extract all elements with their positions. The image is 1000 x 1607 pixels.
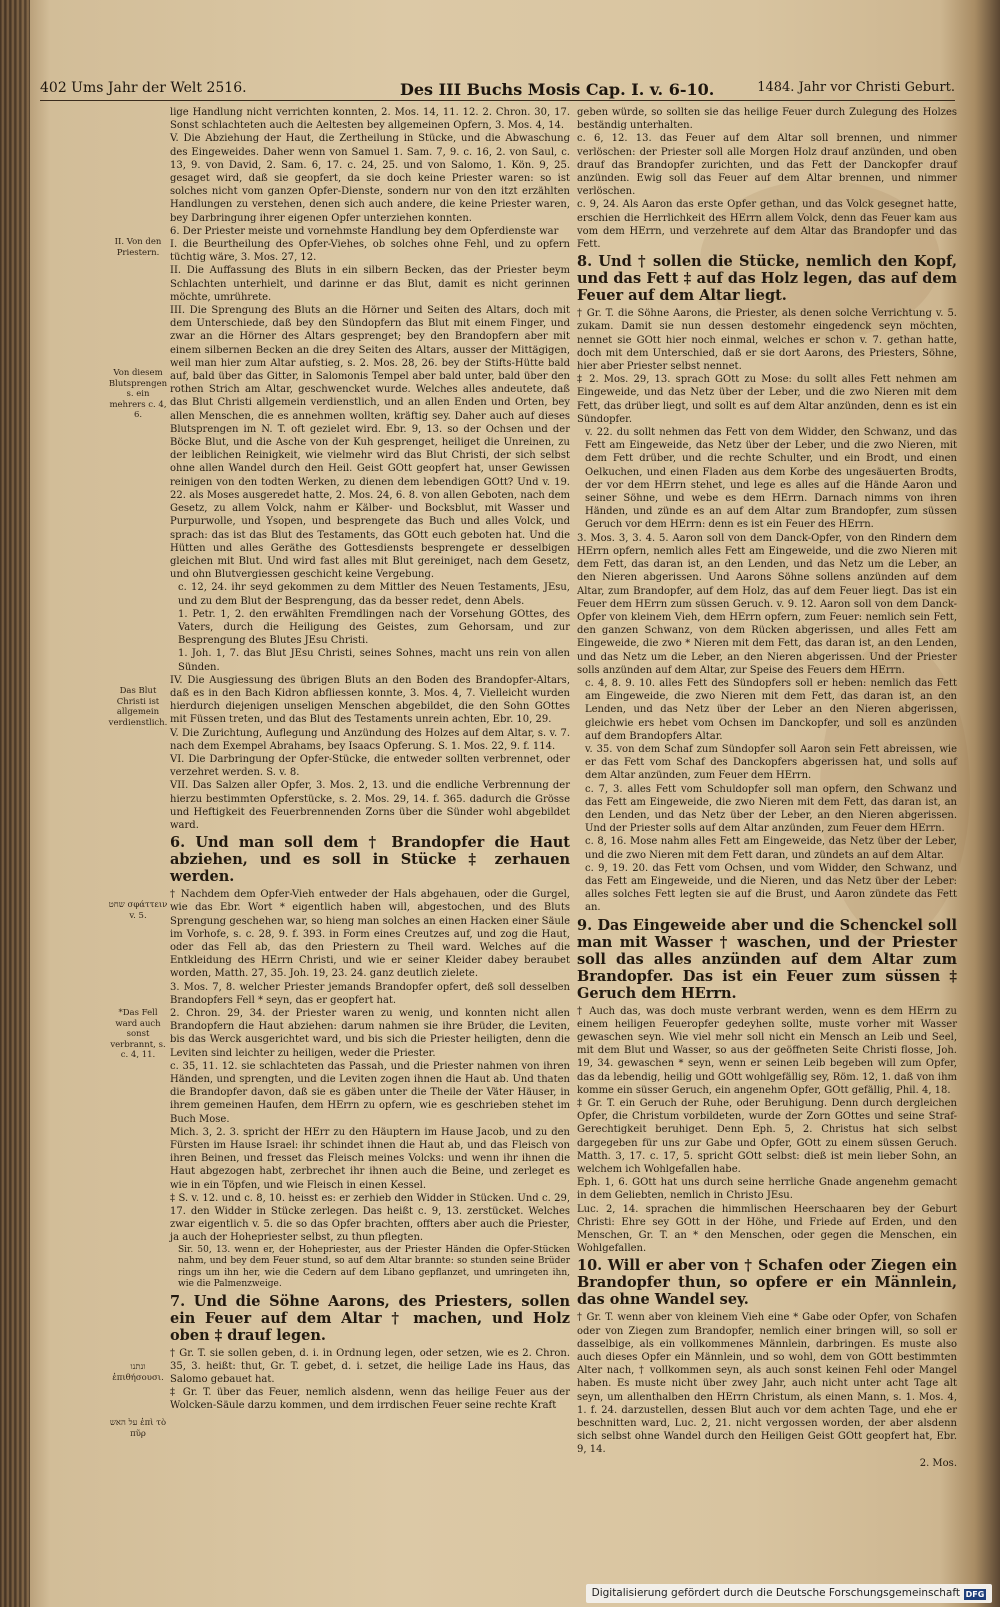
paragraph: Sir. 50, 13. wenn er, der Hohepriester, aus der Priester Händen die Opfer-Stücken nahm, und bey dem Feuer stund, so auf dem Altar brannte: so stunden seine Brüder rings um ihn her, wie die Cedern auf dem Libano gepflanzet, und umringeten ihn, wie die Palmenzweige. xyxy=(178,1244,570,1290)
footer-text: Digitalisierung gefördert durch die Deutsche Forschungsgemeinschaft xyxy=(591,1587,960,1599)
paragraph: † Gr. T. die Söhne Aarons, die Priester, als denen solche Verrichtung v. 5. zukam. Damit sie nun dessen destomehr eingedenck seyn möchten, nennet sie GOtt hier noch einmal, welches er schon v. 7. gethan hatte, doch mit dem Unterschied, daß er sie dort Aarons, des Priesters, Söhne, hier aber Priester selbst nennet. xyxy=(577,308,957,373)
dfg-logo: DFG xyxy=(965,1590,985,1599)
paragraph: Luc. 2, 14. sprachen die himmlischen Heerschaaren bey der Geburt Christi: Ehre sey GOtt in der Höhe, und Friede auf Erden, und den Menschen, Gr. T. an * den Menschen, oder gegen die Menschen, ein Wohlgefallen. xyxy=(577,1203,957,1255)
header-year-bc: 1484. Jahr vor Christi Geburt. xyxy=(757,80,955,95)
paragraph: II. Die Auffassung des Bluts in ein silbern Becken, das der Priester beym Schlachten unterhielt, und darinne er das Blut, damit es nicht gerinnen möchte, umrührete. xyxy=(170,265,570,303)
paragraph: 3. Mos. 7, 8. welcher Priester jemands Brandopfer opfert, deß soll desselben Brandopfers Fell * seyn, das er geopfert hat. xyxy=(170,981,570,1006)
paragraph: I. die Beurtheilung des Opfer-Viehes, ob solches ohne Fehl, und zu opfern tüchtig wäre, 3. Mos. 27, 12. xyxy=(170,239,570,264)
header-book-chapter: Des III Buchs Mosis Cap. I. v. 6-10. xyxy=(400,80,715,99)
paragraph: c. 35, 11. 12. sie schlachteten das Passah, und die Priester nahmen von ihren Händen, und sprengten, und die Leviten zogen ihnen die Haut ab. Und thaten die Brandopfer davon, daß sie es gäben unter die Theile der Väter Häuser, in ihrem gemeinen Haufen, dem HErrn zu opfern, wie es geschrieben stehet im Buch Mose. xyxy=(170,1060,570,1125)
margin-note: II. Von den Priestern. xyxy=(114,237,162,258)
paragraph: c. 7, 3. alles Fett vom Schuldopfer soll man opfern, den Schwanz und das Fett am Eingeweide, die zwo Nieren mit dem Fett, das daran ist, an den Lenden, und das Netz über der Leber, an den Nieren abgerissen. Und der Priester solls auf dem Altar anzünden, zum Feuer dem HErrn. xyxy=(585,783,957,835)
paragraph: 2. Chron. 29, 34. der Priester waren zu wenig, und konnten nicht allen Brandopfern die Haut abziehen: darum nahmen sie ihre Brüder, die Leviten, bis das Werck ausgerichtet ward, und bis sich die Priester heiligten, denn die Leviten sind leichter zu heiligen, weder die Priester. xyxy=(170,1008,570,1059)
margin-note: Das Blut Christi ist allgemein verdienstlich. xyxy=(108,686,168,728)
paragraph: † Nachdem dem Opfer-Vieh entweder der Hals abgehauen, oder die Gurgel, wie das Ebr. Wort * eigentlich haben will, abgestochen, und des Bluts Sprengung geschehen war, so hieng man solches an einen Hacken einer Säule im Vorhofe, s. c. 28, 9. f. 393. in Form eines Creutzes auf, und zog die Haut, oder das Fell ab, das den Priestern zu Theil ward. Welches auf die Entkleidung des HErrn Christi, und wie er seiner Kleider dabey beraubet worden, Matth. 27, 35. Joh. 19, 23. 24. ganz deutlich zielete. xyxy=(170,889,570,980)
verse-8: 8. Und † sollen die Stücke, nemlich den Kopf, und das Fett ‡ auf das Holz legen, das auf dem Feuer auf dem Altar liegt. xyxy=(577,253,957,305)
paragraph: VI. Die Darbringung der Opfer-Stücke, die entweder sollten verbrennet, oder verzehret werden. S. v. 8. xyxy=(170,753,570,779)
paragraph: V. Die Abziehung der Haut, die Zertheilung in Stücke, und die Abwaschung des Eingeweides. Daher wenn von Samuel 1. Sam. 7, 9. c. 16, 2. von Saul, c. 13, 9. von David, 2. Sam. 6, 17. c. 24, 25. und von Salomo, 1. Kön. 9, 25. gesaget wird, daß sie geopfert, da sie doch keine Priester waren: so ist solches nicht vom ganzen Opfer-Dienste, sondern nur von den itzt erzählten Handlungen zu verstehen, denen sich auch andere, die keine Priester waren, bey Darbringung ihrer eigenen Opfer unterziehen konnten. xyxy=(170,133,570,224)
paragraph: lige Handlung nicht verrichten konnten, 2. Mos. 14, 11. 12. 2. Chron. 30, 17. Sonst schlachteten auch die Aeltesten bey allgemeinen Opfern, 3. Mos. 4, 14. xyxy=(170,107,570,132)
verse-10: 10. Will er aber von † Schafen oder Ziegen ein Brandopfer thun, so opfere er ein Männlein, das ohne Wandel sey. xyxy=(577,1257,957,1309)
paragraph: ‡ Gr. T. über das Feuer, nemlich alsdenn, wenn das heilige Feuer aus der Wolcken-Säule darzu kommen, und dem irrdischen Feuer seine rechte Kraft xyxy=(170,1387,570,1412)
paragraph: c. 8, 16. Mose nahm alles Fett am Eingeweide, das Netz über der Leber, und die zwo Nieren mit dem Fett daran, und zündets an auf dem Altar. xyxy=(585,836,957,861)
paragraph: ‡ S. v. 12. und c. 8, 10. heisst es: er zerhieb den Widder in Stücken. Und c. 29, 17. den Widder in Stücke zerlegen. Das heißt c. 9, 13. zerstücket. Welches zwar eigentlich v. 5. die so das Opfer brachten, offters aber auch die Priester, ja auch der Hohepriester selbst, zu thun pflegten. xyxy=(170,1192,570,1244)
verse-7: 7. Und die Söhne Aarons, des Priesters, sollen ein Feuer auf dem Altar † machen, und Holz oben ‡ drauf legen. xyxy=(170,1292,570,1344)
paragraph: v. 35. von dem Schaf zum Sündopfer soll Aaron sein Fett abreissen, wie er das Fett vom Schaf des Danckopfers abgerissen hat, und solls auf dem Altar anzünden, zum Feuer dem HErrn. xyxy=(585,743,957,782)
paragraph: † Gr. T. sie sollen geben, d. i. in Ordnung legen, oder setzen, wie es 2. Chron. 35, 3. heißt: thut, Gr. T. gebet, d. i. setzet, die heilige Lade ins Haus, das Salomo gebauet hat. xyxy=(170,1347,570,1386)
paragraph: Eph. 1, 6. GOtt hat uns durch seine herrliche Gnade angenehm gemacht in dem Geliebten, nemlich in Christo JEsu. xyxy=(577,1177,957,1202)
paragraph: † Auch das, was doch muste verbrant werden, wenn es dem HErrn zu einem heiligen Feueropfer gedeyhen sollte, muste vorher mit Wasser gewaschen seyn. Wie viel mehr soll nicht ein Mensch an Leib und Seel, mit dem Blut und Wasser, so aus der geöffneten Seite Christi flosse, Joh. 19, 34. gewaschen * seyn, wenn er seinen Leib begeben will zum Opfer, das da lebendig, heilig und GOtt wohlgefällig sey, Röm. 12, 1. daß von ihm komme ein süsser Geruch, ein angenehm Opfer, GOtt gefällig, Phil. 4, 18. xyxy=(577,1005,957,1096)
paragraph: c. 6, 12. 13. das Feuer auf dem Altar soll brennen, und nimmer verlöschen: der Priester soll alle Morgen Holz drauf anzünden, und oben drauf das Brandopfer zurichten, und das Fett der Danckopfer drauf anzünden. Ewig soll das Feuer auf dem Altar brennen, und nimmer verlöschen. xyxy=(577,133,957,198)
margin-note: ונתנו ἐπιθήσουσι. xyxy=(112,1362,164,1383)
paragraph: IV. Die Ausgiessung des übrigen Bluts an den Boden des Brandopfer-Altars, daß es in den Bach Kidron abfliessen konnte, 3. Mos. 4, 7. Vielleicht wurden hierdurch diejenigen unseligen Menschen abgebildet, die den Sohn GOttes mit Füssen treten, und das Blut des Testaments unrein achten, Ebr. 10, 29. xyxy=(170,674,570,726)
verse-9: 9. Das Eingeweide aber und die Schenckel soll man mit Wasser † waschen, und der Priester soll das alles anzünden auf dem Altar zum Brandopfer. Das ist ein Feuer zum süssen ‡ Geruch dem HErrn. xyxy=(577,916,957,1002)
paragraph: ‡ Gr. T. ein Geruch der Ruhe, oder Beruhigung. Denn durch dergleichen Opfer, die Christum vorbildeten, wurde der Zorn GOttes und seine Straf-Gerechtigkeit beruhiget. Denn Eph. 5, 2. Christus hat sich selbst dargegeben für uns zur Gabe und Opfer, GOtt zu einem süssen Geruch. Matth. 3, 17. c. 17, 5. spricht GOtt selbst: dieß ist mein lieber Sohn, an welchem ich Wohlgefallen habe. xyxy=(577,1098,957,1176)
header-year: 402 Ums Jahr der Welt 2516. xyxy=(40,80,247,96)
paragraph: 1. Joh. 1, 7. das Blut JEsu Christi, seines Sohnes, macht uns rein von allen Sünden. xyxy=(178,648,570,673)
paragraph: c. 9, 24. Als Aaron das erste Opfer gethan, und das Volck gesegnet hatte, erschien die Herrlichkeit des HErrn allem Volck, denn das Feuer kam aus vom dem HErrn, und verzehrete auf dem Altar das Brandopfer und das Fett. xyxy=(577,199,957,251)
right-column xyxy=(577,106,957,1470)
paragraph: † Gr. T. wenn aber von kleinem Vieh eine * Gabe oder Opfer, von Schafen oder von Ziegen zum Brandopfer, nemlich einer bringen will, so soll er dasselbige, als ein vollkommenes Männlein, darbringen. Es muste also auch dieses Opfer ein Männlein, und so wohl, dem von GOtt bestimmten Alter nach, † vollkommen seyn, als auch sonst keinen Fehl oder Mangel haben. Es muste nicht über zwey Jahr, auch nicht unter acht Tage alt seyn, um allenthalben den HErrn Christum, als einen Mann, s. 1. Mos. 4, 1. f. 24. darzustellen, dessen Blut auch vor dem achten Tage, und ehe er beschnitten ward, Luc. 2, 21. nicht vergossen worden, der aber alsdenn sich selbst ohne Wandel durch den Heiligen Geist GOtt geopfert hat, Ebr. 9, 14. xyxy=(577,1312,957,1456)
book-gutter xyxy=(0,0,30,1607)
paragraph: III. Die Sprengung des Bluts an die Hörner und Seiten des Altars, doch mit dem Unterschiede, daß bey den Sündopfern das Blut mit einem Finger, und zwar an die Hörner des Altars gesprenget; bey den Brandopfern aber mit einem silbernen Becken an die drey Seiten des Altars, ausser der Mittägigen, weil man hier zum Altar aufstieg, s. 2. Mos. 28, 26. bey der Stifts-Hütte bald auf, bald über das Gitter, in Salomonis Tempel aber bald unter, bald über den rothen Strich am Altar, geschwencket wurde. Welches alles andeutete, daß das Blut Christi allgemein verdienstlich, und an allen Enden und Orten, bey allen Menschen, die es annehmen wollten, kräftig sey. Daher auch auf dieses Blutsprengen im N. T. oft gezielet wird. Ebr. 9, 13. so der Ochsen und der Böcke Blut, und die Asche von der Kuh gesprenget, heiliget die Unreinen, zu der leiblichen Reinigkeit, wie vielmehr wird das Blut Christi, der sich selbst ohne allen Wandel durch den Heil. Geist GOtt geopfert hat, unser Gewissen reinigen von den todten Werken, zu dienen dem lebendigen GOtt? Und v. 19. 22. als Moses ausgeredet hatte, 2. Mos. 24, 6. 8. von allen Geboten, nach dem Gesetz, zu allem Volck, nahm er Kälber- und Bocksblut, mit Wasser und Purpurwolle, und Ysopen, und besprengete das Buch und alles Volck, und sprach: das ist das Blut des Testaments, das GOtt euch geboten hat. Und die Hütten und alles Geräthe des Gottesdiensts besprengete er desselbigen gleichen mit Blut. Und wird fast alles mit Blut gereiniget, nach dem Gesetz, und ohn Blutvergiessen geschicht keine Vergebung. xyxy=(170,305,570,581)
paragraph: 3. Mos. 3, 3. 4. 5. Aaron soll von dem Danck-Opfer, von den Rindern dem HErrn opfern, nemlich alles Fett am Eingeweide, und die zwo Nieren mit dem Fett, das daran ist, an den Lenden, und das Netz um die Leber, an den Nieren abgerissen. Und Aarons Söhne sollens anzünden auf dem Altar, zum Brandopfer, auf dem Holz, das auf dem Feuer liegt. Das ist ein Feuer dem HErrn zum süssen Geruch. v. 9. 12. Aaron soll von dem Danck-Opfer von kleinem Vieh, dem HErrn opfern, zum Feuer: nemlich sein Fett, den ganzen Schwanz, von dem Rücken abgerissen, und alles Fett am Eingeweide, die zwo * Nieren mit dem Fett, das daran ist, an den Lenden, und das Netz um die Leber, an den Nieren abgerissen. Und der Priester solls anzünden auf dem Altar, zur Speise des Feuers dem HErrn. xyxy=(577,532,957,676)
catchword: 2. Mos. xyxy=(919,1457,957,1469)
margin-note: Von diesem Blutsprengen s. ein mehrers c. 4, 6. xyxy=(108,368,168,420)
header-rule xyxy=(40,100,955,101)
paragraph: geben würde, so sollten sie das heilige Feuer durch Zulegung des Holzes beständig unterhalten. xyxy=(577,107,957,132)
paragraph: Mich. 3, 2. 3. spricht der HErr zu den Häuptern im Hause Jacob, und zu den Fürsten im Hause Israel: ihr schindet ihnen die Haut ab, und das Fleisch von ihren Beinen, und fresset das Fleisch meines Volcks: und wenn ihr ihnen die Haut abgezogen habt, zerbrechet ihr ihnen auch die Beine, und zerleget es wie in ein Töpfen, und wie Fleisch in einen Kessel. xyxy=(170,1126,570,1191)
paragraph: VII. Das Salzen aller Opfer, 3. Mos. 2, 13. und die endliche Verbrennung der hierzu bestimmten Opferstücke, s. 2. Mos. 29, 14. f. 365. dadurch die Grösse und Heftigkeit des Feuerbrennenden Zorns über die Sünder wohl abgebildet ward. xyxy=(170,780,570,831)
running-header xyxy=(40,80,955,102)
paragraph: v. 22. du sollt nehmen das Fett von dem Widder, den Schwanz, und das Fett am Eingeweide, das Netz über der Leber, und die zwo Nieren, mit dem Fett drüber, und die rechte Schulter, und ein Brodt, und einen Oelkuchen, und einen Fladen aus dem Korbe des ungesäuerten Brodts, der vor dem HErrn stehet, und lege es alles auf die Hände Aaron und seiner Söhne, und webe es dem HErrn. Darnach nimms von ihren Händen, und zünde es an auf dem Altar zum Brandopfer, zum süssen Geruch vor dem HErrn: denn es ist ein Feuer des HErrn. xyxy=(585,427,957,531)
paragraph: 6. Der Priester meiste und vornehmste Handlung bey dem Opferdienste war xyxy=(170,225,559,237)
margin-note: שחט σφάττειν v. 5. xyxy=(108,900,168,921)
paragraph: c. 12, 24. ihr seyd gekommen zu dem Mittler des Neuen Testaments, JEsu, und zu dem Blut der Besprengung, das da besser redet, denn Abels. xyxy=(178,582,570,607)
verse-6: 6. Und man soll dem † Brandopfer die Haut abziehen, und es soll in Stücke ‡ zerhauen werden. xyxy=(170,834,570,886)
margin-note: על האש ἐπὶ τὸ πῦρ xyxy=(109,1418,167,1439)
paragraph: ‡ 2. Mos. 29, 13. sprach GOtt zu Mose: du sollt alles Fett nehmen am Eingeweide, und das Netz über der Leber, und die zwo Nieren mit dem Fett, das drüber liegt, und sollt es auf dem Altar anzünden, denn es ist ein Sündopfer. xyxy=(577,374,957,425)
paragraph: 1. Petr. 1, 2. den erwählten Fremdlingen nach der Vorsehung GOttes, des Vaters, durch die Heiligung des Geistes, zum Gehorsam, und zur Besprengung des Blutes JEsu Christi. xyxy=(178,608,570,647)
paragraph: c. 9, 19. 20. das Fett vom Ochsen, und vom Widder, den Schwanz, und das Fett am Eingeweide, und die Nieren, und das Netz über der Leber: alles solches Fett legten sie auf die Brust, und Aaron zündete das Fett an. xyxy=(585,862,957,914)
paragraph: V. Die Zurichtung, Auflegung und Anzündung des Holzes auf dem Altar, s. v. 7. nach dem Exempel Abrahams, bey Isaacs Opferung. S. 1. Mos. 22, 9. f. 114. xyxy=(170,727,570,752)
left-column xyxy=(170,106,570,1413)
margin-note: *Das Fell ward auch sonst verbrannt, s. c. 4, 11. xyxy=(110,1008,166,1060)
dfg-funding-footer xyxy=(586,1584,992,1603)
paragraph: c. 4, 8. 9. 10. alles Fett des Sündopfers soll er heben: nemlich das Fett am Eingeweide, die zwo Nieren mit dem Fett, das daran ist, an den Lenden, und das Netz über der Leber an den Nieren abgerissen, gleichwie ers hebet vom Ochsen im Danckopfer, und soll es anzünden auf dem Brandopfers Altar. xyxy=(585,677,957,742)
